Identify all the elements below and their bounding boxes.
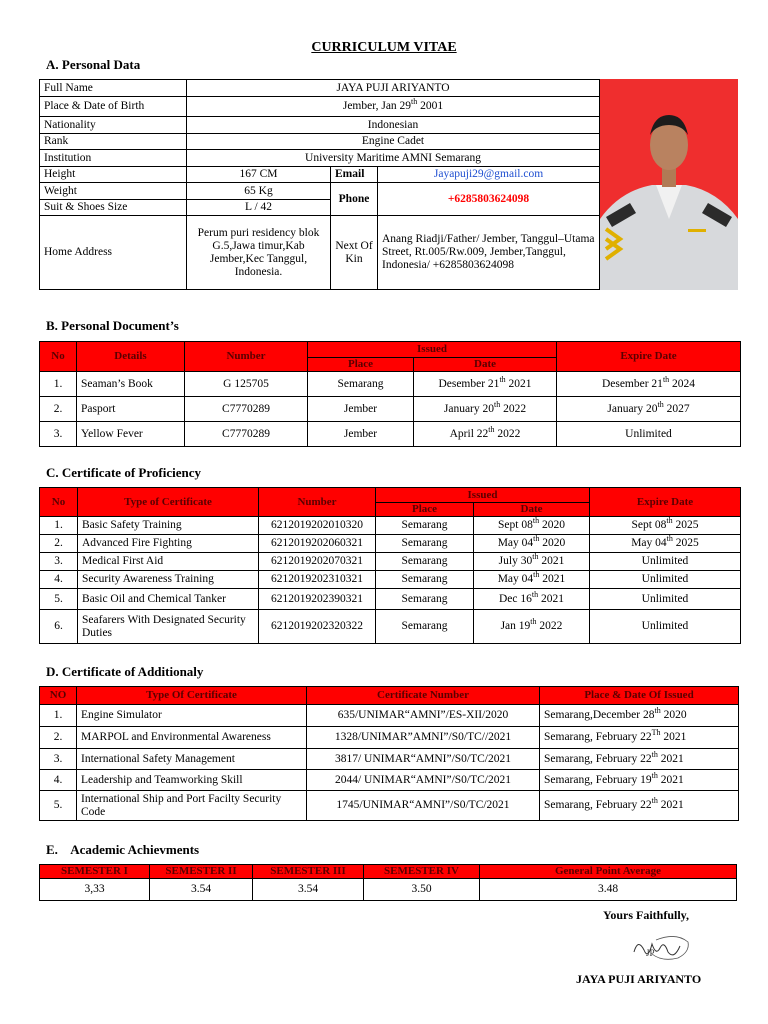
cell-type: International Ship and Port Facilty Security Code — [77, 791, 307, 821]
proficiency-table — [39, 487, 741, 644]
cell-details: Seaman’s Book — [77, 372, 185, 397]
cell-expire: Sept 08th 2025 — [590, 517, 741, 535]
col-semester-3: SEMESTER III — [253, 865, 364, 879]
person-icon — [600, 79, 738, 290]
label-next-of-kin: Next Of Kin — [331, 216, 378, 290]
table-row — [40, 397, 741, 422]
table-row — [40, 553, 741, 571]
cell-type: Security Awareness Training — [78, 571, 259, 589]
cell-semester-1: 3,33 — [40, 879, 150, 901]
table-row — [40, 535, 741, 553]
signature — [628, 930, 692, 970]
col-place: Place — [308, 358, 414, 372]
table-row — [40, 589, 741, 610]
cell-no: 1. — [40, 517, 78, 535]
value-suit: L / 42 — [187, 200, 331, 216]
label-suit: Suit & Shoes Size — [40, 200, 187, 216]
cell-number: 6212019202320322 — [259, 610, 376, 644]
value-rank: Engine Cadet — [187, 134, 600, 150]
cell-place: Semarang — [376, 553, 474, 571]
cell-type: Basic Safety Training — [78, 517, 259, 535]
cell-type: MARPOL and Environmental Awareness — [77, 727, 307, 749]
cell-date: July 30th 2021 — [474, 553, 590, 571]
table-row — [40, 517, 741, 535]
table-row — [40, 610, 741, 644]
cell-date: Jan 19th 2022 — [474, 610, 590, 644]
col-date: Date — [414, 358, 557, 372]
table-row — [40, 372, 741, 397]
cell-number: 6212019202060321 — [259, 535, 376, 553]
col-type: Type of Certificate — [78, 488, 259, 517]
label-birth: Place & Date of Birth — [40, 97, 187, 117]
cell-expire: Unlimited — [590, 610, 741, 644]
cell-no: 5. — [40, 791, 77, 821]
table-row — [40, 705, 739, 727]
cell-no: 4. — [40, 571, 78, 589]
col-details: Details — [77, 342, 185, 372]
col-number: Certificate Number — [307, 687, 540, 705]
value-weight: 65 Kg — [187, 183, 331, 200]
cell-details: Pasport — [77, 397, 185, 422]
cell-place: Semarang — [376, 589, 474, 610]
cell-number: 1745/UNIMAR“AMNI”/S0/TC/2021 — [307, 791, 540, 821]
academic-table — [39, 864, 737, 901]
cell-no: 5. — [40, 589, 78, 610]
label-home-address: Home Address — [40, 216, 187, 290]
col-no: No — [40, 342, 77, 372]
col-place: Place — [376, 503, 474, 517]
cell-no: 2. — [40, 535, 78, 553]
cell-no: 1. — [40, 705, 77, 727]
cell-expire: Unlimited — [590, 571, 741, 589]
label-phone: Phone — [331, 183, 378, 216]
cell-expire: Unlimited — [557, 422, 741, 447]
additional-table — [39, 686, 739, 821]
col-issued: Issued — [376, 488, 590, 503]
cell-date: Dec 16th 2021 — [474, 589, 590, 610]
section-additional-heading: D. Certificate of Additionaly — [46, 664, 204, 679]
label-full-name: Full Name — [40, 80, 187, 97]
col-issued: Place & Date Of Issued — [540, 687, 739, 705]
col-number: Number — [259, 488, 376, 517]
cell-date: April 22th 2022 — [414, 422, 557, 447]
cell-number: 6212019202390321 — [259, 589, 376, 610]
col-number: Number — [185, 342, 308, 372]
cell-place: Semarang — [308, 372, 414, 397]
table-row — [40, 727, 739, 749]
value-next-of-kin: Anang Riadji/Father/ Jember, Tanggul–Utama Street, Rt.005/Rw.009, Jember,Tanggul, Indonesia/ +6285803624098 — [378, 216, 600, 290]
cell-number: 2044/ UNIMAR“AMNI”/S0/TC/2021 — [307, 770, 540, 791]
cell-no: 3. — [40, 749, 77, 770]
profile-photo — [600, 79, 738, 290]
col-gpa: General Point Average — [480, 865, 737, 879]
section-documents-heading: B. Personal Document’s — [46, 318, 179, 333]
documents-table — [39, 341, 741, 447]
col-semester-1: SEMESTER I — [40, 865, 150, 879]
cell-semester-4: 3.50 — [364, 879, 480, 901]
cell-type: Basic Oil and Chemical Tanker — [78, 589, 259, 610]
value-home-address: Perum puri residency blok G.5,Jawa timur,Kab Jember,Kec Tanggul, Indonesia. — [187, 216, 331, 290]
col-expire: Expire Date — [590, 488, 741, 517]
closing-name: JAYA PUJI ARIYANTO — [576, 972, 702, 986]
col-expire: Expire Date — [557, 342, 741, 372]
table-row — [40, 422, 741, 447]
cell-expire: Unlimited — [590, 553, 741, 571]
cell-expire: Desember 21th 2024 — [557, 372, 741, 397]
value-height: 167 CM — [187, 167, 331, 183]
cell-no: 1. — [40, 372, 77, 397]
value-email[interactable]: Jayapuji29@gmail.com — [378, 167, 600, 183]
cell-place: Semarang — [376, 517, 474, 535]
cell-issued: Semarang,December 28th 2020 — [540, 705, 739, 727]
label-rank: Rank — [40, 134, 187, 150]
section-proficiency-heading: C. Certificate of Proficiency — [46, 465, 201, 480]
cell-gpa: 3.48 — [480, 879, 737, 901]
cell-date: Sept 08th 2020 — [474, 517, 590, 535]
closing-salutation: Yours Faithfully, — [603, 908, 690, 922]
cell-type: Seafarers With Designated Security Duties — [78, 610, 259, 644]
cell-number: 1328/UNIMAR”AMNI”/S0/TC//2021 — [307, 727, 540, 749]
cell-no: 3. — [40, 553, 78, 571]
table-row — [40, 791, 739, 821]
cell-no: 2. — [40, 397, 77, 422]
cell-expire: Unlimited — [590, 589, 741, 610]
cell-issued: Semarang, February 19th 2021 — [540, 770, 739, 791]
cell-place: Semarang — [376, 535, 474, 553]
cell-number: 6212019202310321 — [259, 571, 376, 589]
cell-place: Semarang — [376, 610, 474, 644]
cell-number: 3817/ UNIMAR“AMNI”/S0/TC/2021 — [307, 749, 540, 770]
cell-number: 6212019202070321 — [259, 553, 376, 571]
table-row — [40, 770, 739, 791]
cell-issued: Semarang, February 22th 2021 — [540, 791, 739, 821]
cell-type: International Safety Management — [77, 749, 307, 770]
cell-type: Engine Simulator — [77, 705, 307, 727]
col-no: NO — [40, 687, 77, 705]
cell-semester-2: 3.54 — [150, 879, 253, 901]
label-nationality: Nationality — [40, 117, 187, 134]
page-title: CURRICULUM VITAE — [311, 40, 457, 55]
table-row — [40, 749, 739, 770]
value-full-name: JAYA PUJI ARIYANTO — [187, 80, 600, 97]
cell-no: 2. — [40, 727, 77, 749]
cell-place: Jember — [308, 397, 414, 422]
cell-type: Medical First Aid — [78, 553, 259, 571]
cell-number: C7770289 — [185, 397, 308, 422]
personal-data-table — [39, 79, 600, 290]
cell-expire: May 04th 2025 — [590, 535, 741, 553]
cell-number: 6212019202010320 — [259, 517, 376, 535]
cell-type: Advanced Fire Fighting — [78, 535, 259, 553]
cell-semester-3: 3.54 — [253, 879, 364, 901]
cell-number: G 125705 — [185, 372, 308, 397]
col-type: Type Of Certificate — [77, 687, 307, 705]
cell-place: Semarang — [376, 571, 474, 589]
section-personal-heading: A. Personal Data — [46, 57, 141, 72]
value-phone: +6285803624098 — [378, 183, 600, 216]
label-email: Email — [331, 167, 378, 183]
cell-number: 635/UNIMAR“AMNI”/ES-XII/2020 — [307, 705, 540, 727]
cell-date: Desember 21th 2021 — [414, 372, 557, 397]
section-academic-heading: E. Academic Achievments — [46, 842, 200, 857]
col-semester-2: SEMESTER II — [150, 865, 253, 879]
cell-date: May 04th 2021 — [474, 571, 590, 589]
cell-number: C7770289 — [185, 422, 308, 447]
table-row — [40, 879, 737, 901]
label-weight: Weight — [40, 183, 187, 200]
cell-no: 3. — [40, 422, 77, 447]
cell-date: May 04th 2020 — [474, 535, 590, 553]
cell-issued: Semarang, February 22th 2021 — [540, 749, 739, 770]
signature-text: JP — [646, 948, 655, 958]
value-birth: Jember, Jan 29th 2001 — [187, 97, 600, 117]
label-height: Height — [40, 167, 187, 183]
col-date: Date — [474, 503, 590, 517]
cell-details: Yellow Fever — [77, 422, 185, 447]
cell-date: January 20th 2022 — [414, 397, 557, 422]
col-semester-4: SEMESTER IV — [364, 865, 480, 879]
col-issued: Issued — [308, 342, 557, 358]
cell-issued: Semarang, February 22Th 2021 — [540, 727, 739, 749]
value-institution: University Maritime AMNI Semarang — [187, 150, 600, 167]
label-institution: Institution — [40, 150, 187, 167]
cell-type: Leadership and Teamworking Skill — [77, 770, 307, 791]
cell-expire: January 20th 2027 — [557, 397, 741, 422]
cell-no: 6. — [40, 610, 78, 644]
value-nationality: Indonesian — [187, 117, 600, 134]
cell-no: 4. — [40, 770, 77, 791]
cell-place: Jember — [308, 422, 414, 447]
table-row — [40, 571, 741, 589]
signature-icon — [628, 930, 692, 970]
col-no: No — [40, 488, 78, 517]
